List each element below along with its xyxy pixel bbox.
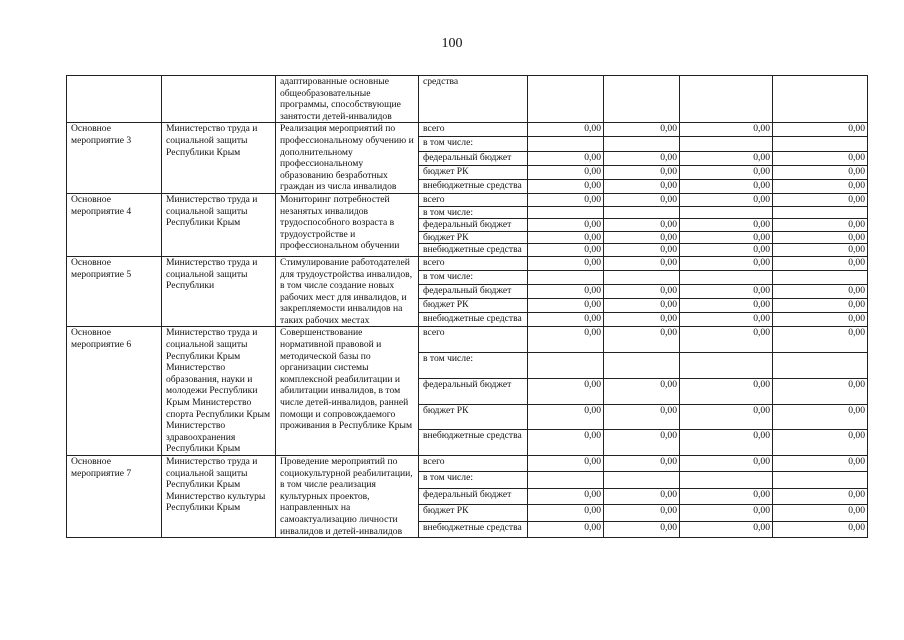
value-cell bbox=[604, 353, 680, 379]
value-cell: 0,00 bbox=[528, 404, 604, 430]
executor-cell: Министерство труда и социальной защиты Республики Крым bbox=[162, 123, 276, 194]
value-cell bbox=[528, 353, 604, 379]
value-cell: 0,00 bbox=[528, 151, 604, 165]
value-cell bbox=[680, 353, 773, 379]
value-cell bbox=[773, 472, 868, 488]
value-cell: 0,00 bbox=[680, 219, 773, 232]
funding-source-cell: федеральный бюджет bbox=[419, 488, 528, 504]
value-cell: 0,00 bbox=[528, 123, 604, 137]
funding-source-cell: бюджет РК bbox=[419, 165, 528, 179]
value-cell: 0,00 bbox=[773, 430, 868, 456]
value-cell: 0,00 bbox=[773, 404, 868, 430]
value-cell: 0,00 bbox=[604, 285, 680, 299]
value-cell: 0,00 bbox=[773, 231, 868, 244]
funding-source-cell: в том числе: bbox=[419, 472, 528, 488]
value-cell: 0,00 bbox=[773, 488, 868, 504]
funding-source-cell: федеральный бюджет bbox=[419, 285, 528, 299]
value-cell: 0,00 bbox=[773, 378, 868, 404]
value-cell: 0,00 bbox=[528, 193, 604, 206]
funding-source-cell: внебюджетные средства bbox=[419, 430, 528, 456]
funding-source-cell: всего bbox=[419, 456, 528, 472]
value-cell: 0,00 bbox=[604, 505, 680, 521]
value-cell: 0,00 bbox=[680, 430, 773, 456]
value-cell bbox=[680, 472, 773, 488]
value-cell bbox=[528, 76, 604, 123]
value-cell: 0,00 bbox=[528, 521, 604, 537]
value-cell: 0,00 bbox=[773, 327, 868, 353]
program-table bbox=[66, 75, 868, 538]
continuation-row bbox=[67, 76, 868, 123]
value-cell bbox=[680, 206, 773, 219]
funding-row bbox=[67, 456, 868, 472]
measure-name-cell: Основное мероприятие 4 bbox=[67, 193, 162, 256]
value-cell: 0,00 bbox=[528, 244, 604, 257]
funding-source-cell: всего bbox=[419, 123, 528, 137]
value-cell: 0,00 bbox=[773, 256, 868, 270]
description-cell: Совершенствование нормативной правовой и методической базы по организации системы комплексной реабилитации и абилитации инвалидов, в том числе детей-инвалидов, ранней помощи и сопровождаемого проживания в Республике Крым bbox=[276, 327, 419, 456]
value-cell bbox=[680, 76, 773, 123]
value-cell bbox=[773, 353, 868, 379]
funding-row bbox=[67, 256, 868, 270]
description-cell: Мониторинг потребностей незанятых инвалидов трудоспособного возраста в трудоустройстве и профессиональном обучении bbox=[276, 193, 419, 256]
value-cell bbox=[773, 137, 868, 151]
funding-source-cell: внебюджетные средства bbox=[419, 521, 528, 537]
value-cell: 0,00 bbox=[528, 378, 604, 404]
value-cell: 0,00 bbox=[680, 521, 773, 537]
value-cell: 0,00 bbox=[680, 244, 773, 257]
measure-name-cell: Основное мероприятие 6 bbox=[67, 327, 162, 456]
value-cell: 0,00 bbox=[773, 285, 868, 299]
value-cell: 0,00 bbox=[528, 165, 604, 179]
measure-name-cell: Основное мероприятие 7 bbox=[67, 456, 162, 538]
value-cell: 0,00 bbox=[604, 299, 680, 313]
value-cell: 0,00 bbox=[528, 430, 604, 456]
value-cell: 0,00 bbox=[680, 313, 773, 327]
value-cell: 0,00 bbox=[773, 179, 868, 193]
value-cell bbox=[528, 206, 604, 219]
value-cell: 0,00 bbox=[604, 430, 680, 456]
value-cell: 0,00 bbox=[604, 404, 680, 430]
executor-cell: Министерство труда и социальной защиты Республики Крым Министерство образования, науки и молодежи Республики Крым Министерство спорта Республики Крым Министерство здравоохранения Республики Крым bbox=[162, 327, 276, 456]
value-cell bbox=[604, 472, 680, 488]
funding-source-cell: внебюджетные средства bbox=[419, 179, 528, 193]
description-cell: Стимулирование работодателей для трудоустройства инвалидов, в том числе создание новых рабочих мест для инвалидов, и закрепляемости инвалидов на таких рабочих местах bbox=[276, 256, 419, 327]
description-cell: адаптированные основные общеобразовательные программы, способствующие занятости детей-инвалидов bbox=[276, 76, 419, 123]
value-cell: 0,00 bbox=[528, 231, 604, 244]
value-cell: 0,00 bbox=[773, 219, 868, 232]
funding-source-cell: всего bbox=[419, 327, 528, 353]
value-cell bbox=[528, 271, 604, 285]
value-cell bbox=[680, 137, 773, 151]
funding-source-cell: федеральный бюджет bbox=[419, 219, 528, 232]
value-cell bbox=[604, 76, 680, 123]
value-cell: 0,00 bbox=[680, 456, 773, 472]
measure-name-cell bbox=[67, 76, 162, 123]
measure-name-cell: Основное мероприятие 5 bbox=[67, 256, 162, 327]
description-cell: Реализация мероприятий по профессиональному обучению и дополнительному профессиональному образованию безработных граждан из числа инвалидов bbox=[276, 123, 419, 194]
funding-source-cell: бюджет РК bbox=[419, 505, 528, 521]
description-cell: Проведение мероприятий по социокультурной реабилитации, в том числе реализация культурных проектов, направленных на самоактуализацию личности инвалидов и детей-инвалидов bbox=[276, 456, 419, 538]
value-cell: 0,00 bbox=[528, 299, 604, 313]
value-cell: 0,00 bbox=[680, 256, 773, 270]
funding-source-cell: в том числе: bbox=[419, 137, 528, 151]
value-cell: 0,00 bbox=[604, 456, 680, 472]
value-cell: 0,00 bbox=[680, 404, 773, 430]
funding-source-cell: бюджет РК bbox=[419, 299, 528, 313]
value-cell: 0,00 bbox=[680, 285, 773, 299]
value-cell: 0,00 bbox=[528, 179, 604, 193]
value-cell: 0,00 bbox=[680, 193, 773, 206]
value-cell: 0,00 bbox=[773, 123, 868, 137]
funding-source-cell: федеральный бюджет bbox=[419, 151, 528, 165]
value-cell: 0,00 bbox=[528, 456, 604, 472]
value-cell: 0,00 bbox=[528, 327, 604, 353]
value-cell: 0,00 bbox=[773, 165, 868, 179]
value-cell: 0,00 bbox=[528, 488, 604, 504]
value-cell bbox=[528, 472, 604, 488]
value-cell: 0,00 bbox=[604, 521, 680, 537]
value-cell: 0,00 bbox=[528, 256, 604, 270]
value-cell: 0,00 bbox=[604, 193, 680, 206]
executor-cell: Министерство труда и социальной защиты Республики bbox=[162, 256, 276, 327]
value-cell: 0,00 bbox=[773, 521, 868, 537]
value-cell: 0,00 bbox=[773, 151, 868, 165]
value-cell bbox=[604, 137, 680, 151]
value-cell: 0,00 bbox=[528, 505, 604, 521]
funding-source-cell: бюджет РК bbox=[419, 404, 528, 430]
funding-source-cell: в том числе: bbox=[419, 353, 528, 379]
value-cell: 0,00 bbox=[604, 378, 680, 404]
value-cell: 0,00 bbox=[773, 456, 868, 472]
executor-cell: Министерство труда и социальной защиты Республики Крым Министерство культуры Республики Крым bbox=[162, 456, 276, 538]
value-cell: 0,00 bbox=[680, 165, 773, 179]
value-cell bbox=[680, 271, 773, 285]
page-number: 100 bbox=[441, 36, 463, 51]
value-cell: 0,00 bbox=[773, 505, 868, 521]
funding-source-cell: внебюджетные средства bbox=[419, 244, 528, 257]
value-cell: 0,00 bbox=[604, 488, 680, 504]
value-cell: 0,00 bbox=[604, 151, 680, 165]
value-cell: 0,00 bbox=[773, 299, 868, 313]
funding-source-cell: бюджет РК bbox=[419, 231, 528, 244]
value-cell: 0,00 bbox=[604, 179, 680, 193]
value-cell: 0,00 bbox=[604, 165, 680, 179]
funding-source-cell: федеральный бюджет bbox=[419, 378, 528, 404]
funding-source-cell: всего bbox=[419, 256, 528, 270]
value-cell: 0,00 bbox=[773, 313, 868, 327]
funding-source-cell: внебюджетные средства bbox=[419, 313, 528, 327]
value-cell: 0,00 bbox=[680, 488, 773, 504]
value-cell: 0,00 bbox=[528, 313, 604, 327]
value-cell: 0,00 bbox=[604, 219, 680, 232]
executor-cell: Министерство труда и социальной защиты Республики Крым bbox=[162, 193, 276, 256]
value-cell: 0,00 bbox=[604, 313, 680, 327]
executor-cell bbox=[162, 76, 276, 123]
value-cell bbox=[773, 271, 868, 285]
value-cell: 0,00 bbox=[680, 123, 773, 137]
funding-row bbox=[67, 193, 868, 206]
value-cell: 0,00 bbox=[604, 123, 680, 137]
value-cell: 0,00 bbox=[680, 151, 773, 165]
value-cell: 0,00 bbox=[680, 299, 773, 313]
value-cell bbox=[773, 76, 868, 123]
value-cell bbox=[604, 206, 680, 219]
value-cell: 0,00 bbox=[604, 244, 680, 257]
value-cell bbox=[773, 206, 868, 219]
value-cell: 0,00 bbox=[773, 193, 868, 206]
funding-source-cell: средства bbox=[419, 76, 528, 123]
funding-source-cell: всего bbox=[419, 193, 528, 206]
value-cell: 0,00 bbox=[604, 327, 680, 353]
value-cell bbox=[528, 137, 604, 151]
funding-row bbox=[67, 123, 868, 137]
value-cell: 0,00 bbox=[680, 505, 773, 521]
value-cell: 0,00 bbox=[680, 231, 773, 244]
value-cell: 0,00 bbox=[680, 179, 773, 193]
value-cell: 0,00 bbox=[604, 256, 680, 270]
value-cell: 0,00 bbox=[528, 219, 604, 232]
funding-source-cell: в том числе: bbox=[419, 271, 528, 285]
value-cell: 0,00 bbox=[773, 244, 868, 257]
funding-row bbox=[67, 327, 868, 353]
value-cell: 0,00 bbox=[528, 285, 604, 299]
value-cell: 0,00 bbox=[604, 231, 680, 244]
funding-source-cell: в том числе: bbox=[419, 206, 528, 219]
value-cell: 0,00 bbox=[680, 378, 773, 404]
measure-name-cell: Основное мероприятие 3 bbox=[67, 123, 162, 194]
value-cell bbox=[604, 271, 680, 285]
value-cell: 0,00 bbox=[680, 327, 773, 353]
